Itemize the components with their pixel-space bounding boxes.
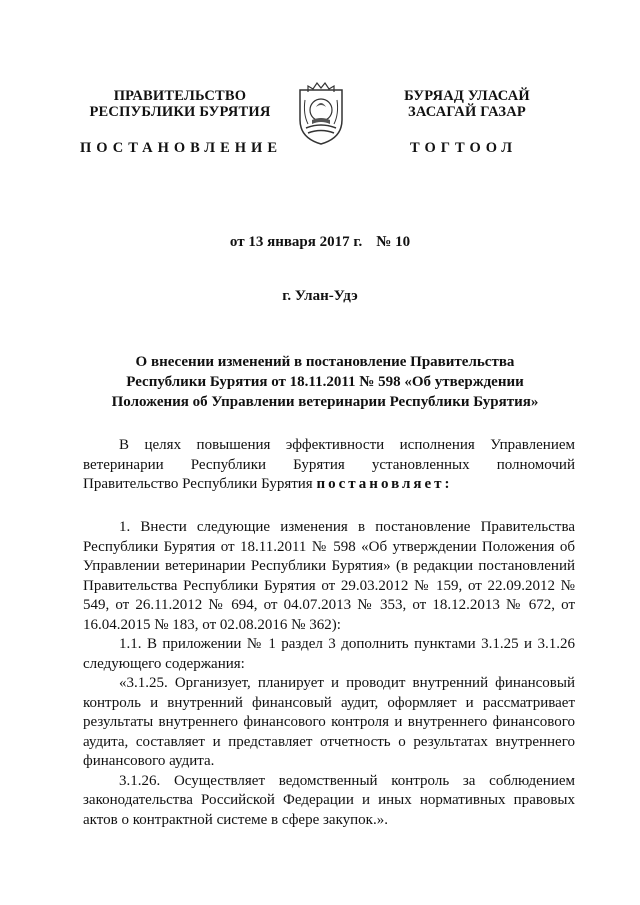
document-title <box>95 352 555 412</box>
document-date: от 13 января 2017 г. <box>229 234 363 250</box>
preamble <box>83 436 575 495</box>
preamble-keyword: постановляет: <box>316 476 453 492</box>
paragraph-1-1: 1.1. В приложении № 1 раздел 3 дополнить пунктами 3.1.25 и 3.1.26 следующего содержания: <box>83 636 575 672</box>
header-right-line2: ЗАСАГАЙ ГАЗАР <box>408 104 526 120</box>
coat-of-arms-icon <box>296 80 346 146</box>
header-right <box>382 88 552 120</box>
preamble-text: В целях повышения эффективности исполнения Управлением ветеринарии Республики Бурятия установленных полномочий Правительство Республики Бурятия <box>83 437 575 492</box>
header-left-line2: РЕСПУБЛИКИ БУРЯТИЯ <box>89 104 271 120</box>
paragraph-3-1-25: «3.1.25. Организует, планирует и проводит внутренний финансовый контроль и внутренний финансовый аудит, оформляет и рассматривает результаты внутреннего финансового контроля и внутреннего финансового аудита, составляет и представляет отчетность о результатах внутреннего финансового аудита. <box>83 675 575 769</box>
header-right-line1: БУРЯАД УЛАСАЙ <box>404 88 530 104</box>
city: г. Улан-Удэ <box>282 288 358 304</box>
doc-type-right: ТОГТООЛ <box>410 140 518 156</box>
document-number: № 10 <box>376 234 411 250</box>
header-left-line1: ПРАВИТЕЛЬСТВО <box>113 88 247 104</box>
preamble-paragraph <box>83 436 575 495</box>
paragraph-1: 1. Внести следующие изменения в постановление Правительства Республики Бурятия от 18.11.2011 № 598 «Об утверждении Положения об Управлении ветеринарии Республики Бурятия» (в редакции постановлений Правительства Республики Бурятия от 29.03.2012 № 159, от 22.09.2012 № 549, от 26.11.2012 № 694, от 04.07.2013 № 353, от 18.12.2013 № 672, от 16.04.2015 № 183, от 02.08.2016 № 362): <box>83 519 575 633</box>
header-left <box>80 88 280 120</box>
paragraph-3-1-26: 3.1.26. Осуществляет ведомственный контроль за соблюдением законодательства Российской Федерации и иных нормативных правовых актов о контрактной системе в сфере закупок.». <box>83 772 575 828</box>
doc-type-left: ПОСТАНОВЛЕНИЕ <box>80 140 283 156</box>
title-line1: О внесении изменений в постановление Правительства <box>135 354 515 370</box>
title-line3: Положения об Управлении ветеринарии Республики Бурятия» <box>111 394 539 410</box>
body-text <box>83 518 575 830</box>
date-line <box>0 234 640 251</box>
title-line2: Республики Бурятия от 18.11.2011 № 598 «Об утверждении <box>126 374 524 390</box>
